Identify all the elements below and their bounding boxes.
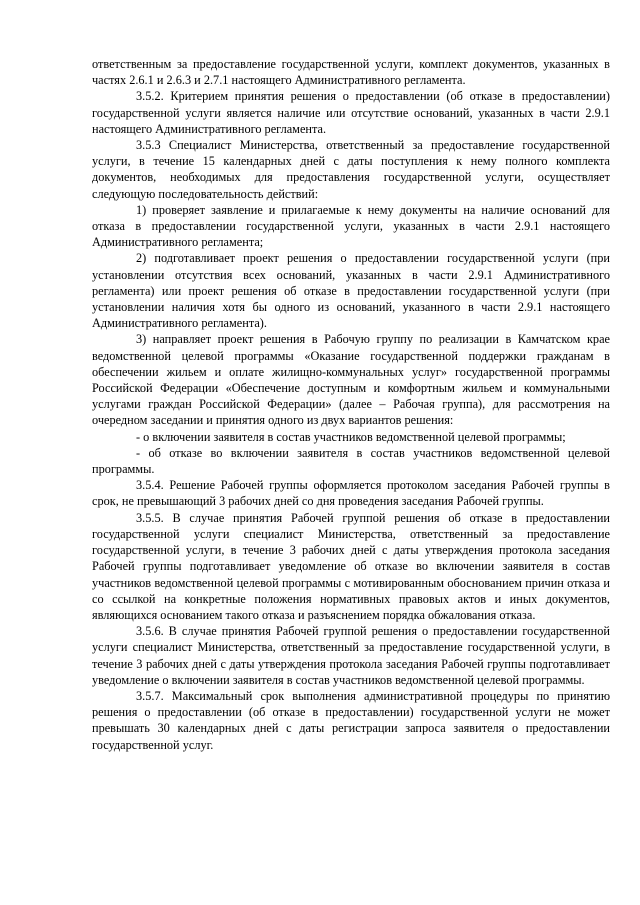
paragraph-3-5-4: 3.5.4. Решение Рабочей группы оформляется протоколом заседания Рабочей группы в срок, не превышающий 3 рабочих дней со дня проведения заседания Рабочей группы. xyxy=(92,478,610,509)
decision-option-refuse: - об отказе во включении заявителя в состав участников ведомственной целевой программы. xyxy=(92,445,610,477)
paragraph-3-5-6: 3.5.6. В случае принятия Рабочей группой решения о предоставлении государственной услуги специалист Министерства, ответственный за предоставление государственной услуги, в течение 3 рабочих дней с даты утверждения протокола заседания Рабочей группы подготавливает уведомление о включении заявителя в состав участников ведомственной целевой программы. xyxy=(92,624,610,687)
document-page xyxy=(92,56,610,753)
paragraph-3-5-2: 3.5.2. Критерием принятия решения о предоставлении (об отказе в предоставлении) государственной услуги является наличие или отсутствие оснований, указанных в части 2.9.1 настоящего Административного регламента. xyxy=(92,89,610,136)
list-item-3: 3) направляет проект решения в Рабочую группу по реализации в Камчатском крае ведомственной целевой программы «Оказание государственной поддержки гражданам в обеспечении жильем и оплате жилищно-коммунальных услуг» государственной программы Российской Федерации «Обеспечение доступным и комфортным жильем и коммунальными услугами граждан Российской Федерации» (далее – Рабочая группа), для рассмотрения на очередном заседании и принятия одного из двух вариантов решения: xyxy=(92,332,610,428)
list-item-2: 2) подготавливает проект решения о предоставлении государственной услуги (при установлении отсутствия всех оснований, указанных в части 2.9.1 Административного регламента) или проект решения об отказе в предоставлении государственной услуги (при установлении наличия хотя бы одного из оснований, указанного в части 2.9.1 настоящего Административного регламента). xyxy=(92,251,610,331)
paragraph-3-5-5: 3.5.5. В случае принятия Рабочей группой решения об отказе в предоставлении государственной услуги специалист Министерства, ответственный за предоставление государственной услуги, в течение 3 рабочих дней с даты утверждения протокола заседания Рабочей группы подготавливает уведомление об отказе во включении заявителя в состав участников ведомственной целевой программы с мотивированным обоснованием причин отказа и со ссылкой на конкретные положения нормативных правовых актов и иных документов, являющихся основанием такого отказа и разъяснением порядка обжалования отказа. xyxy=(92,510,610,622)
paragraph-continuation: ответственным за предоставление государственной услуги, комплект документов, указанных в частях 2.6.1 и 2.6.3 и 2.7.1 настоящего Административного регламента. xyxy=(92,57,610,88)
decision-option-include: - о включении заявителя в состав участников ведомственной целевой программы; xyxy=(136,429,566,444)
paragraph-3-5-7: 3.5.7. Максимальный срок выполнения административной процедуры по принятию решения о предоставлении (об отказе в предоставлении) государственной услуги не может превышать 30 календарных дней с даты регистрации запроса заявителя о предоставлении государственной услуг. xyxy=(92,688,610,752)
list-item-1: 1) проверяет заявление и прилагаемые к нему документы на наличие оснований для отказа в предоставлении государственной услуги, указанных в части 2.9.1 настоящего Административного регламента; xyxy=(92,202,610,250)
paragraph-3-5-3: 3.5.3 Специалист Министерства, ответственный за предоставление государственной услуги, в течение 15 календарных дней с даты поступления к нему полного комплекта документов, необходимых для предоставления государственной услуги, осуществляет следующую последовательность действий: xyxy=(92,138,610,201)
